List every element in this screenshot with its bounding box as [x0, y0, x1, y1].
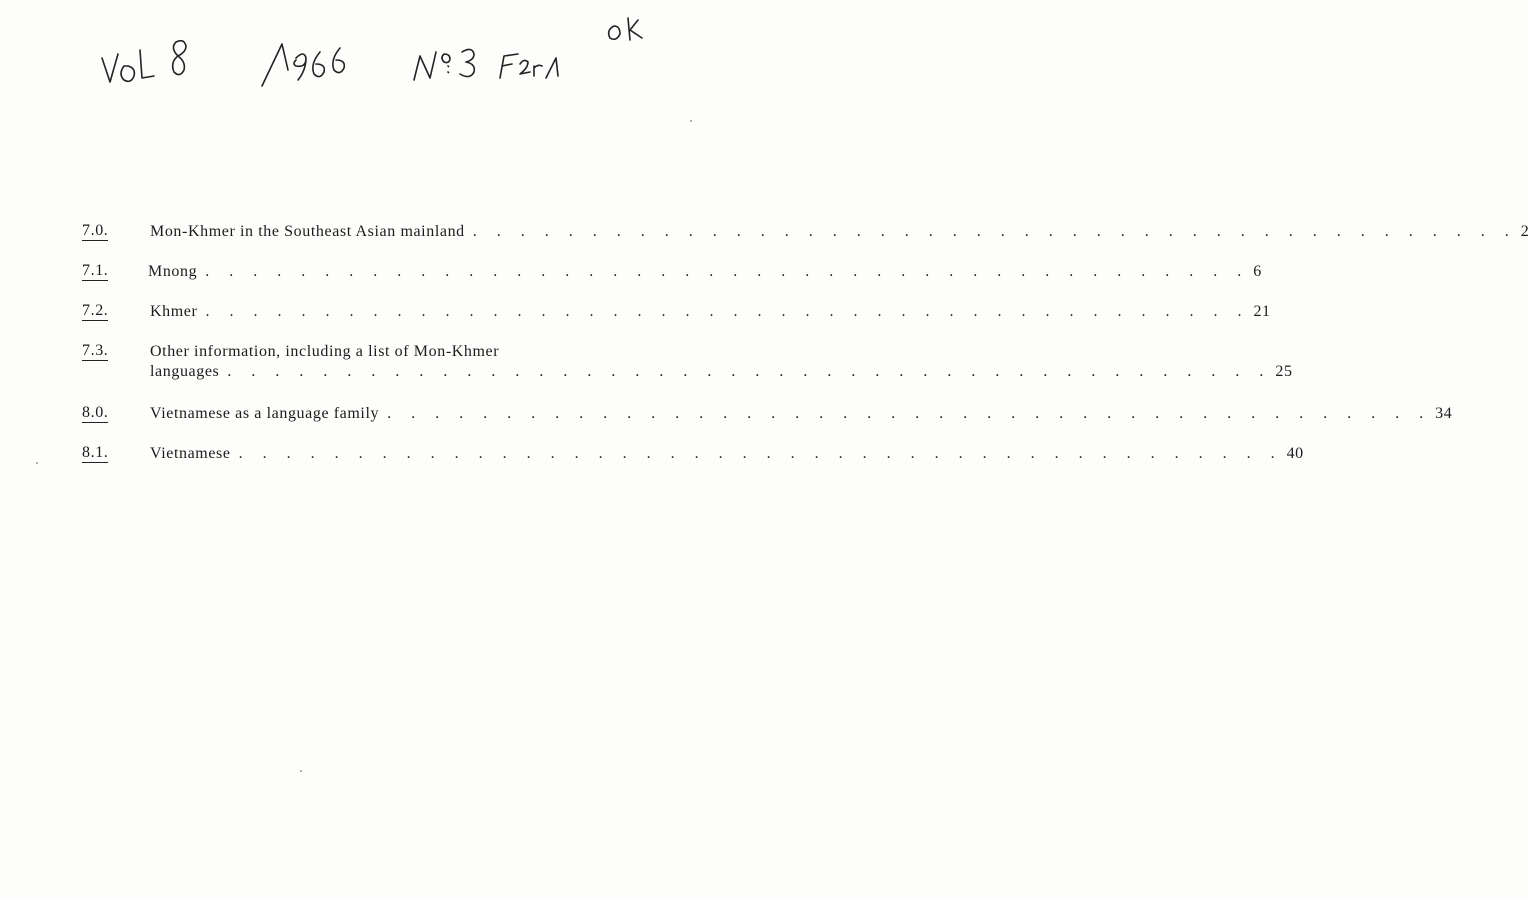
- handwritten-annotation: [0, 0, 698, 110]
- toc-entry-body: [150, 404, 1453, 424]
- toc-entry-title: Vietnamese as a language family: [150, 405, 380, 422]
- toc-dot-leader: . . . . . . . . . . . . . . . . . . . . . . . . . . . . . . . . . . . . . . . . . . . .: [238, 445, 1283, 462]
- toc-entry-title: Mon-Khmer in the Southeast Asian mainland: [150, 223, 465, 240]
- toc-entry-number: 7.2.: [82, 302, 109, 319]
- toc-entry-title: Khmer: [150, 303, 198, 320]
- toc-entry-page: 6: [1253, 263, 1262, 280]
- toc-entry-page: 25: [1275, 363, 1293, 380]
- toc-entry-line: [150, 222, 1529, 242]
- scan-speck: [690, 120, 692, 122]
- toc-dot-leader: . . . . . . . . . . . . . . . . . . . . . . . . . . . . . . . . . . . . . . . . . . . .: [472, 223, 1517, 240]
- toc-entry-title: Mnong: [148, 263, 198, 280]
- toc-entry-number: 7.0.: [82, 222, 109, 239]
- handwritten-header: [0, 0, 698, 110]
- toc-entry-line: [148, 262, 1262, 282]
- toc-entry-line: [150, 362, 1293, 382]
- toc-entry-page: 21: [1253, 303, 1271, 320]
- toc-dot-leader: . . . . . . . . . . . . . . . . . . . . . . . . . . . . . . . . . . . . . . . . . . . .: [205, 303, 1250, 320]
- toc-entry-number: 7.3.: [82, 342, 109, 359]
- toc-entry-body: [150, 444, 1304, 464]
- toc-entry-body: [150, 342, 1293, 382]
- toc-entry-body: [150, 222, 1529, 242]
- toc-entry-line: [150, 444, 1304, 464]
- toc-entry-page: 2: [1520, 223, 1529, 240]
- toc-entry-title: Other information, including a list of Mon-Khmer: [150, 343, 500, 360]
- toc-entry-body: [150, 302, 1271, 322]
- toc-dot-leader: . . . . . . . . . . . . . . . . . . . . . . . . . . . . . . . . . . . . . . . . . . . .: [205, 263, 1250, 280]
- scan-speck: [300, 770, 302, 772]
- toc-dot-leader: . . . . . . . . . . . . . . . . . . . . . . . . . . . . . . . . . . . . . . . . . . . .: [227, 363, 1272, 380]
- toc-dot-leader: . . . . . . . . . . . . . . . . . . . . . . . . . . . . . . . . . . . . . . . . . . . .: [387, 405, 1432, 422]
- toc-entry-number: 8.0.: [82, 404, 109, 421]
- toc-entry-title-continued: languages: [150, 363, 220, 380]
- toc-entry-title: Vietnamese: [150, 445, 231, 462]
- toc-entry-line: [150, 342, 670, 362]
- toc-entry-number: 7.1.: [82, 262, 109, 279]
- toc-entry-line: [150, 302, 1271, 322]
- toc-entry-line: [150, 404, 1453, 424]
- scan-speck: [36, 462, 38, 464]
- toc-entry-page: 40: [1286, 445, 1304, 462]
- toc-entry-number: 8.1.: [82, 444, 109, 461]
- toc-entry-body: [148, 262, 1262, 282]
- toc-entry-page: 34: [1435, 405, 1453, 422]
